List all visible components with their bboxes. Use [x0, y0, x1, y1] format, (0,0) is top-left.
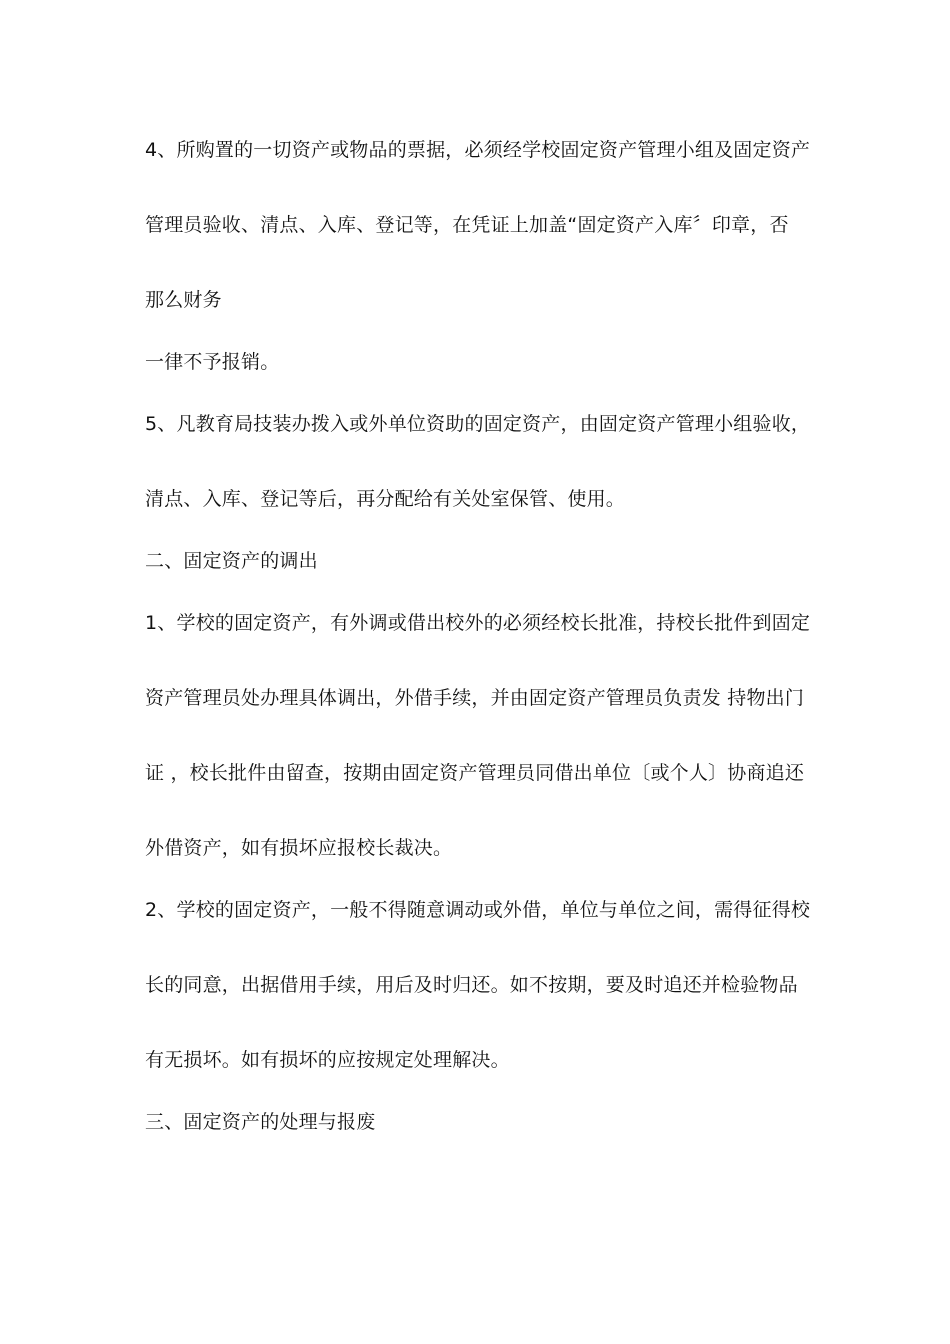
- paragraph-line: 一律不予报销。: [145, 351, 280, 373]
- paragraph-line: 1、学校的固定资产，有外调或借出校外的必须经校长批准，持校长批件到固定: [145, 612, 811, 634]
- paragraph-line: 资产管理员处办理具体调出，外借手续，并由固定资产管理员负责发 持物出门: [145, 687, 805, 709]
- paragraph-line: 证 ，校长批件由留查，按期由固定资产管理员同借出单位〔或个人〕协商追还: [145, 762, 805, 784]
- paragraph-line: 那么财务: [145, 289, 222, 311]
- section-heading: 二、固定资产的调出: [145, 550, 318, 572]
- paragraph-line: 管理员验收、清点、入库、登记等，在凭证上加盖“固定资产入库〞印章，否: [145, 214, 789, 236]
- paragraph-line: 外借资产，如有损坏应报校长裁决。: [145, 837, 453, 859]
- paragraph-line: 长的同意，出据借用手续，用后及时归还。如不按期，要及时追还并检验物品: [145, 974, 798, 996]
- paragraph-line: 2、学校的固定资产，一般不得随意调动或外借，单位与单位之间，需得征得校: [145, 899, 811, 921]
- paragraph-line: 4、所购置的一切资产或物品的票据，必须经学校固定资产管理小组及固定资产: [145, 139, 811, 161]
- paragraph-line: 清点、入库、登记等后，再分配给有关处室保管、使用。: [145, 488, 626, 510]
- paragraph-line: 5、凡教育局技装办拨入或外单位资助的固定资产，由固定资产管理小组验收，: [145, 413, 811, 435]
- paragraph-line: 有无损坏。如有损坏的应按规定处理解决。: [145, 1049, 510, 1071]
- section-heading: 三、固定资产的处理与报废: [145, 1111, 376, 1133]
